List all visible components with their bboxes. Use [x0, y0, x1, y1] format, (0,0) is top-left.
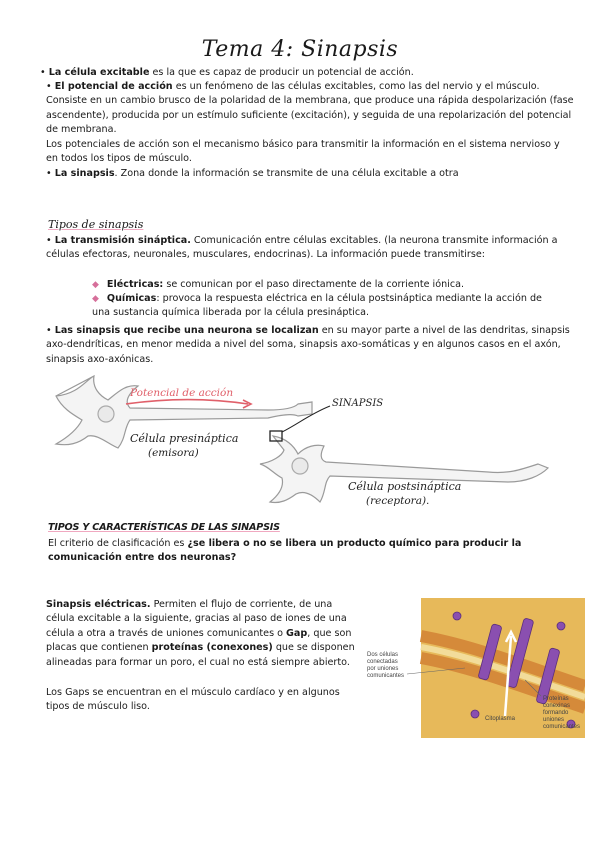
electricas-bold: Eléctricas: — [106, 279, 164, 290]
fig2-label-right-3: formando — [543, 710, 569, 716]
intro-paragraph-2 — [46, 80, 574, 138]
electricas-paragraph-2: Los Gaps se encuentran en el músculo cardíaco y en algunos tipos de músculo liso. — [46, 687, 340, 713]
gap-junction-figure — [365, 596, 585, 741]
intro-paragraph-3: Los potenciales de acción son el mecanismo básico para transmitir la información en el sistema nervioso y en todos los tipos de músculo. — [46, 139, 560, 165]
diamond-bullet-icon: ◆ — [92, 280, 99, 290]
electricas-section-text-3: que se disponen alineadas para formar un poro, el cual no está siempre abierto. — [46, 642, 355, 668]
tipos-paragraph-2 — [46, 324, 574, 367]
quimicas-bold: Químicas — [106, 293, 157, 304]
caracteristicas-paragraph — [48, 537, 568, 566]
tipos-text-1: Comunicación entre células excitables. (la neurona transmite información a células efectoras, neuronales, musculares, endocrinas). La información puede transmitirse: — [46, 235, 558, 261]
intro-paragraph-4 — [46, 167, 574, 181]
list-item-electricas — [92, 278, 562, 292]
diamond-bullet-icon: ◆ — [92, 294, 99, 304]
electricas-section-text-2: , que son placas que contienen — [46, 627, 352, 654]
label-receptora: (receptora). — [366, 495, 430, 507]
intro-text-4: . Zona donde la información se transmite de una célula excitable a otra — [114, 168, 459, 179]
fig2-label-left-3: por uniones — [367, 666, 399, 672]
quimicas-text: : provoca la respuesta eléctrica en la célula postsináptica mediante la acción de una sustancia química liberada por la célula presináptica. — [92, 293, 542, 319]
electricas-paragraph-1 — [46, 598, 358, 670]
gap-bold: Gap — [286, 627, 308, 639]
fig2-label-left-1: Dos células — [367, 652, 399, 658]
electricas-section-bold: Sinapsis eléctricas. — [46, 599, 151, 610]
list-item-quimicas — [92, 292, 562, 321]
electricas-section-text-1: Permiten el flujo de corriente, de una célula excitable a la siguiente, gracias al paso de iones de una célula a otra a través de uniones comunicantes o — [46, 599, 347, 639]
proteinas-bold: proteínas (conexones) — [151, 642, 273, 654]
fig2-label-right-1: Proteínas — [543, 696, 569, 702]
caracteristicas-bold: ¿se libera o no se libera un producto químico para producir la comunicación entre dos neuronas? — [48, 538, 522, 564]
electricas-text: se comunican por el paso directamente de la corriente iónica. — [163, 279, 465, 290]
tipos-heading: Tipos de sinapsis — [48, 218, 144, 231]
label-emisora: (emisora) — [148, 447, 199, 459]
intro-paragraph-1 — [40, 66, 580, 80]
fig2-label-left-2: conectadas — [367, 659, 398, 665]
tipos-paragraph-1 — [46, 234, 574, 263]
tipos-bold-transmision: La transmisión sináptica. — [54, 235, 191, 246]
fig2-label-right-2: conexinas — [543, 703, 571, 709]
intro-text-2: es un fenómeno de las células excitables, como las del nervio y el músculo. Consiste en un cambio brusco de la polaridad de la membrana, que produce una rápida despolarización (fase ascendente), producida por un estímulo suficiente (excitación), y seguida de una repolarización del potencial de membrana. — [46, 81, 574, 136]
neuron-synapse-figure — [48, 374, 558, 514]
label-potencial: Potencial de acción — [130, 387, 234, 399]
label-postsinaptica: Célula postsináptica — [348, 480, 462, 493]
tipos-bold-localizan: Las sinapsis que recibe una neurona se localizan — [54, 325, 319, 336]
label-sinapsis: SINAPSIS — [332, 398, 384, 409]
intro-bold-celula: La célula excitable — [48, 67, 150, 78]
tipos-text-2: en su mayor parte a nivel de las dendritas, sinapsis axo-dendríticas, en menor medida a nivel del soma, sinapsis axo-somáticas y en algunos casos en el axón, sinapsis axo-axónicas. — [46, 325, 570, 365]
action-potential-arrow — [126, 400, 248, 405]
fig2-label-left-4: comunicantes — [367, 673, 405, 679]
label-presinaptica: Célula presináptica — [130, 432, 239, 445]
fig2-label-citoplasma: Citoplasma — [485, 716, 516, 722]
fig2-label-right-5: comunicantes — [543, 724, 581, 730]
caracteristicas-heading: TIPOS Y CARACTERÍSTICAS DE LAS SINAPSIS — [48, 522, 280, 533]
intro-bold-sinapsis: La sinapsis — [54, 168, 115, 179]
caracteristicas-text: El criterio de clasificación es — [48, 538, 188, 549]
intro-text-1: es la que es capaz de producir un potencial de acción. — [149, 67, 414, 78]
fig2-label-right-4: uniones — [543, 717, 565, 723]
intro-bold-potencial: El potencial de acción — [54, 81, 173, 92]
page-title: Tema 4: Sinapsis — [201, 37, 399, 62]
